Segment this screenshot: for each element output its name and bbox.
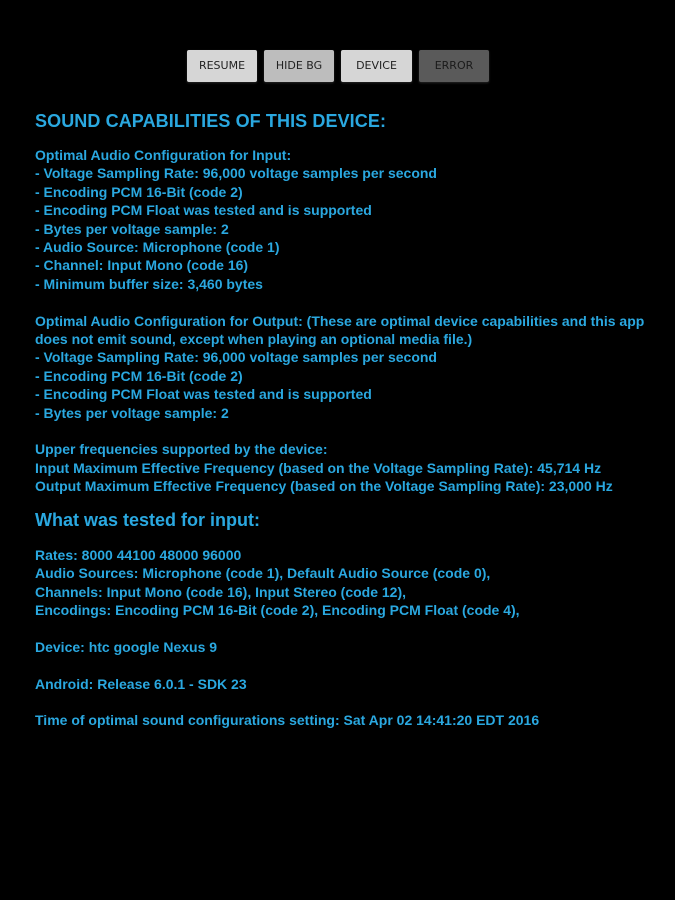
input-config-item: - Bytes per voltage sample: 2 <box>35 220 229 237</box>
config-timestamp: Time of optimal sound configurations setting: Sat Apr 02 14:41:20 EDT 2016 <box>35 712 540 729</box>
input-max-frequency: Input Maximum Effective Frequency (based on the Voltage Sampling Rate): 45,714 Hz <box>35 459 602 476</box>
input-config-item: - Encoding PCM 16-Bit (code 2) <box>35 183 243 200</box>
output-config-item: - Encoding PCM Float was tested and is supported <box>35 386 372 403</box>
toolbar <box>0 50 675 82</box>
tested-rates: Rates: 8000 44100 48000 96000 <box>35 546 242 563</box>
input-config-item: - Minimum buffer size: 3,460 bytes <box>35 275 263 292</box>
input-config-heading: Optimal Audio Configuration for Input: <box>35 147 292 163</box>
tested-channels: Channels: Input Mono (code 16), Input Stereo (code 12), <box>35 583 407 600</box>
input-config-item: - Audio Source: Microphone (code 1) <box>35 239 280 256</box>
output-config-heading: Optimal Audio Configuration for Output: (These are optimal device capabilities and this app does not emit sound, except when playing an optional media file.) <box>35 312 645 348</box>
input-config-item: - Voltage Sampling Rate: 96,000 voltage samples per second <box>35 165 437 182</box>
android-info: Android: Release 6.0.1 - SDK 23 <box>35 675 247 692</box>
input-config-item: - Encoding PCM Float was tested and is supported <box>35 202 372 219</box>
device-button[interactable]: DEVICE <box>341 50 412 82</box>
output-config-item: - Voltage Sampling Rate: 96,000 voltage samples per second <box>35 349 437 366</box>
hide-bg-button[interactable]: HIDE BG <box>264 50 334 82</box>
input-config-item: - Channel: Input Mono (code 16) <box>35 257 249 274</box>
tested-encodings: Encodings: Encoding PCM 16-Bit (code 2), Encoding PCM Float (code 4), <box>35 601 520 618</box>
output-config-item: - Bytes per voltage sample: 2 <box>35 404 229 421</box>
error-button[interactable]: ERROR <box>419 50 489 82</box>
tested-title: What was tested for input: <box>35 509 260 530</box>
device-info: Device: htc google Nexus 9 <box>35 638 218 655</box>
output-max-frequency: Output Maximum Effective Frequency (based on the Voltage Sampling Rate): 23,000 Hz <box>35 478 613 495</box>
tested-sources: Audio Sources: Microphone (code 1), Default Audio Source (code 0), <box>35 565 491 582</box>
report-content <box>35 108 645 730</box>
resume-button[interactable]: RESUME <box>187 50 257 82</box>
frequencies-heading: Upper frequencies supported by the device: <box>35 441 328 458</box>
report-title: SOUND CAPABILITIES OF THIS DEVICE: <box>35 111 387 131</box>
output-config-item: - Encoding PCM 16-Bit (code 2) <box>35 367 243 384</box>
